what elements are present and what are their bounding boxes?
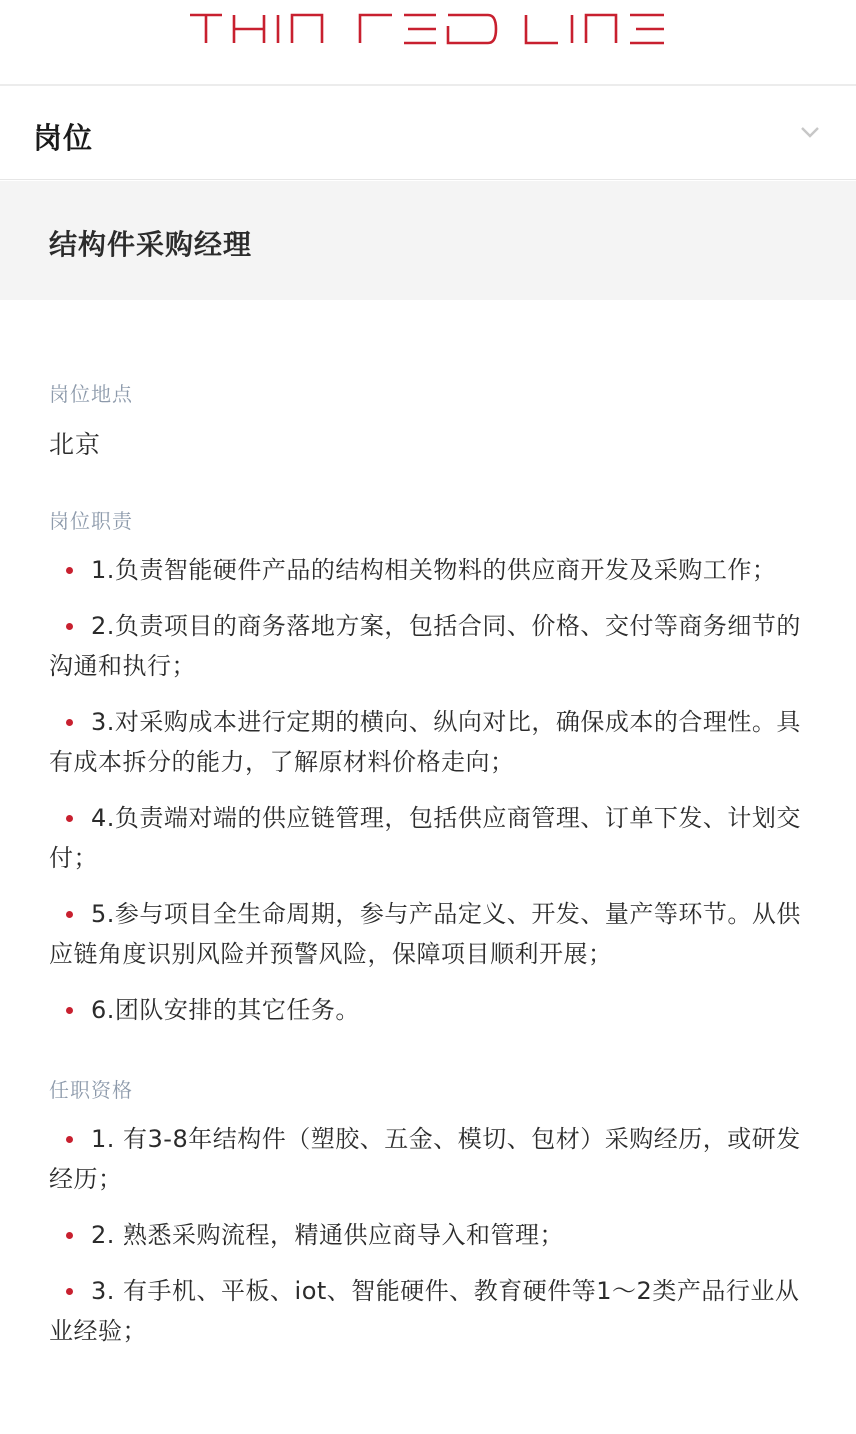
location-block (49, 378, 819, 461)
qualifications-list (49, 1119, 819, 1351)
bullet-icon (66, 1136, 73, 1143)
list-item: 2.负责项目的商务落地方案，包括合同、价格、交付等商务细节的沟通和执行； (49, 612, 801, 680)
list-item: 3. 有手机、平板、iot、智能硬件、教育硬件等1～2类产品行业从业经验； (49, 1277, 800, 1345)
job-title-bar (0, 181, 856, 300)
list-item: 3.对采购成本进行定期的横向、纵向对比，确保成本的合理性。具有成本拆分的能力，了解原材料价格走向； (49, 708, 801, 776)
location-value: 北京 (49, 430, 102, 459)
brand-logo[interactable] (188, 12, 668, 46)
section-accordion[interactable] (0, 88, 856, 180)
job-title: 结构件采购经理 (49, 228, 253, 261)
responsibilities-block (49, 505, 819, 1030)
list-item: 6.团队安排的其它任务。 (49, 990, 819, 1030)
location-label: 岗位地点 (49, 382, 133, 406)
responsibilities-label: 岗位职责 (49, 509, 133, 533)
section-title: 岗位 (33, 121, 94, 155)
site-header (0, 0, 856, 86)
list-item: 4.负责端对端的供应链管理，包括供应商管理、订单下发、计划交付； (49, 804, 801, 872)
list-item: 1.负责智能硬件产品的结构相关物料的供应商开发及采购工作； (49, 550, 819, 590)
list-item: 5.参与项目全生命周期，参与产品定义、开发、量产等环节。从供应链角度识别风险并预警风险，保障项目顺利开展； (49, 900, 801, 968)
bullet-icon (66, 1007, 73, 1014)
chevron-down-icon[interactable] (798, 122, 822, 142)
responsibilities-list (49, 550, 819, 1030)
qualifications-block (49, 1074, 819, 1351)
bullet-icon (66, 623, 73, 630)
bullet-icon (66, 719, 73, 726)
bullet-icon (66, 1232, 73, 1239)
list-item: 1. 有3-8年结构件（塑胶、五金、模切、包材）采购经历，或研发经历； (49, 1125, 801, 1193)
job-details (49, 378, 819, 1395)
list-item: 2. 熟悉采购流程，精通供应商导入和管理； (49, 1215, 819, 1255)
qualifications-label: 任职资格 (49, 1078, 133, 1102)
bullet-icon (66, 1288, 73, 1295)
bullet-icon (66, 567, 73, 574)
bullet-icon (66, 911, 73, 918)
bullet-icon (66, 815, 73, 822)
